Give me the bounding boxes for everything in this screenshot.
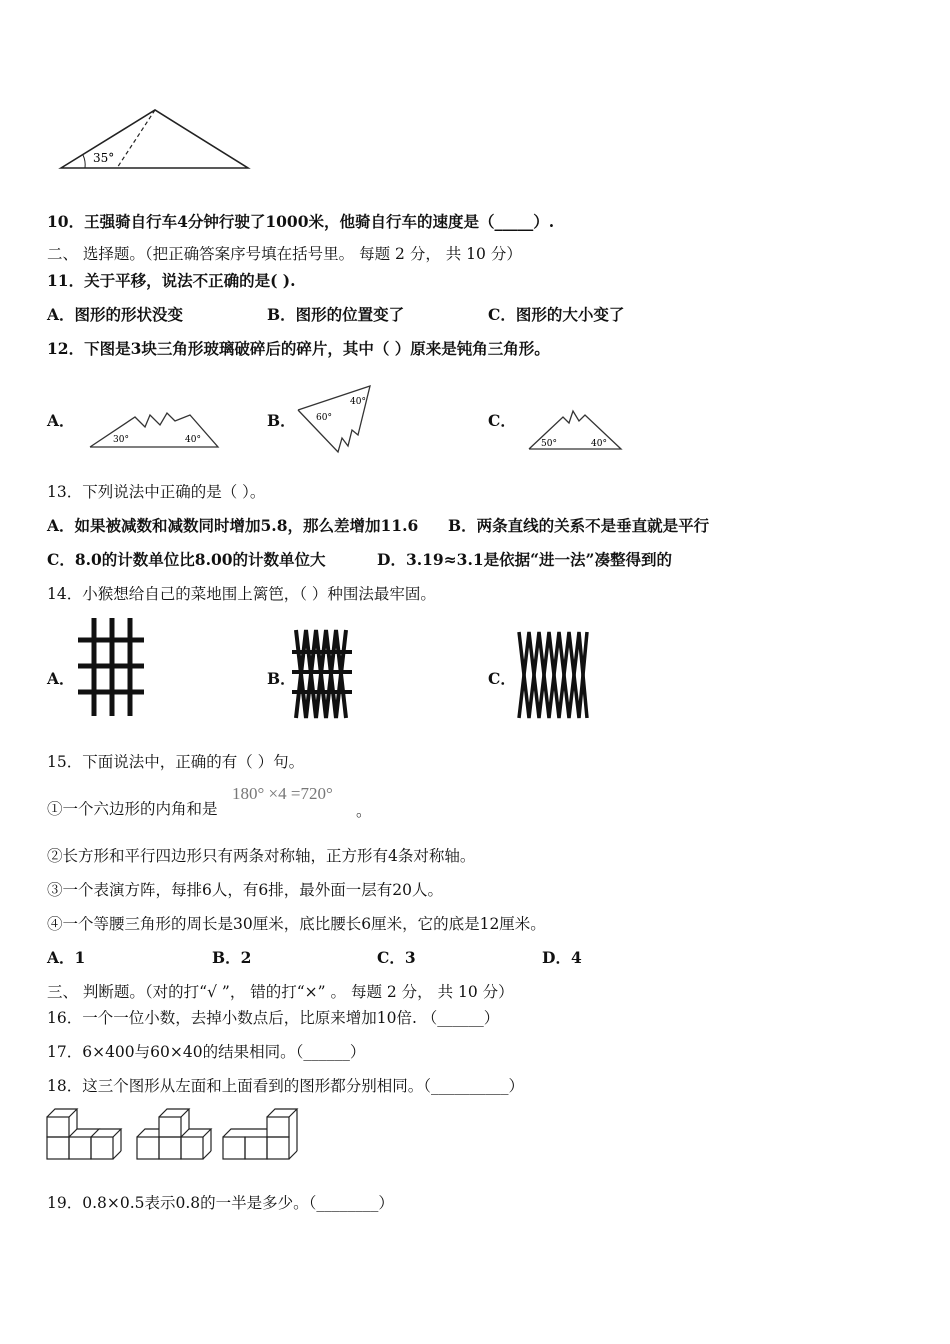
q15-option-b[interactable]: B．2 — [212, 948, 252, 967]
q11-option-c[interactable]: C．图形的大小变了 — [488, 305, 625, 324]
q11-option-b[interactable]: B．图形的位置变了 — [267, 305, 405, 324]
q12-fig-b-broken-triangle — [290, 380, 390, 460]
question-13-stem: 13．下列说法中正确的是（ ）。 — [47, 483, 266, 501]
q12-fig-a-broken-triangle — [85, 405, 225, 455]
q18-cube-figures — [45, 1105, 300, 1163]
question-12-stem: 12．下图是3块三角形玻璃破碎后的碎片，其中（ ）原来是钝角三角形。 — [47, 339, 550, 358]
q14-option-b[interactable]: B． — [267, 669, 296, 688]
q14-fence-b-mixed-icon — [292, 626, 354, 722]
question-10: 10．王强骑自行车4分钟行驶了1000米，他骑自行车的速度是（_____）. — [47, 212, 555, 231]
question-19: 19．0.8×0.5表示0.8的一半是多少。（________） — [47, 1194, 394, 1212]
q13-option-b[interactable]: B．两条直线的关系不是垂直就是平行 — [448, 516, 710, 535]
q15-statement-3: ③一个表演方阵，每排6人，有6排，最外面一层有20人。 — [47, 881, 443, 899]
q12-fig-c-angle-2: 40° — [591, 439, 607, 449]
q12-option-a[interactable]: A． — [47, 411, 75, 430]
question-11-stem: 11．关于平移，说法不正确的是( ). — [47, 271, 296, 290]
q13-option-a[interactable]: A．如果被减数和减数同时增加5.8，那么差增加11.6 — [47, 516, 419, 535]
q14-option-c[interactable]: C． — [488, 669, 516, 688]
q12-option-b[interactable]: B． — [267, 411, 296, 430]
q15-s1-prefix: ①一个六边形的内角和是 — [47, 800, 218, 818]
q15-statement-4: ④一个等腰三角形的周长是30厘米，底比腰长6厘米，它的底是12厘米。 — [47, 915, 546, 933]
q12-fig-b-angle-2: 40° — [350, 397, 366, 407]
q12-fig-c-angle-1: 50° — [541, 439, 557, 449]
q12-fig-a-angle-2: 40° — [185, 435, 201, 445]
question-14-stem: 14．小猴想给自己的菜地围上篱笆，（ ）种围法最牢固。 — [47, 585, 436, 603]
q12-fig-b-angle-1: 60° — [316, 413, 332, 423]
q12-fig-c-broken-triangle — [525, 405, 625, 455]
q13-option-d[interactable]: D．3.19≈3.1是依据“进一法”凑整得到的 — [377, 550, 672, 569]
question-17: 17．6×400与60×40的结果相同。（______） — [47, 1043, 366, 1061]
q15-statement-1-text — [47, 799, 218, 819]
q14-fence-a-grid-icon — [78, 618, 146, 718]
q11-option-a[interactable]: A．图形的形状没变 — [47, 305, 184, 324]
q15-option-c[interactable]: C．3 — [377, 948, 416, 967]
angle-label-35: 35° — [93, 151, 115, 165]
q14-fence-c-crossed-icon — [515, 628, 591, 722]
question-15-stem: 15．下面说法中，正确的有（ ）句。 — [47, 753, 305, 771]
question-18: 18．这三个图形从左面和上面看到的图形都分别相同。（__________） — [47, 1077, 524, 1095]
q15-option-d[interactable]: D．4 — [542, 948, 582, 967]
question-16: 16．一个一位小数，去掉小数点后，比原来增加10倍. （______） — [47, 1009, 500, 1027]
q12-fig-a-angle-1: 30° — [113, 435, 129, 445]
triangle-35-figure — [55, 105, 255, 175]
q13-option-c[interactable]: C．8.0的计数单位比8.00的计数单位大 — [47, 550, 326, 569]
q15-formula: 180° ×4 =720° — [232, 784, 333, 803]
q15-statement-2: ②长方形和平行四边形只有两条对称轴，正方形有4条对称轴。 — [47, 847, 476, 865]
section-2-heading: 二、 选择题。（把正确答案序号填在括号里。 每题 2 分， 共 10 分） — [47, 245, 522, 263]
section-3-heading: 三、 判断题。（对的打“√ ”， 错的打“×” 。 每题 2 分， 共 10 分） — [47, 983, 514, 1001]
q12-option-c[interactable]: C． — [488, 411, 516, 430]
q15-s1-suffix: 。 — [356, 802, 372, 820]
q14-option-a[interactable]: A． — [47, 669, 75, 688]
q15-option-a[interactable]: A．1 — [47, 948, 86, 967]
